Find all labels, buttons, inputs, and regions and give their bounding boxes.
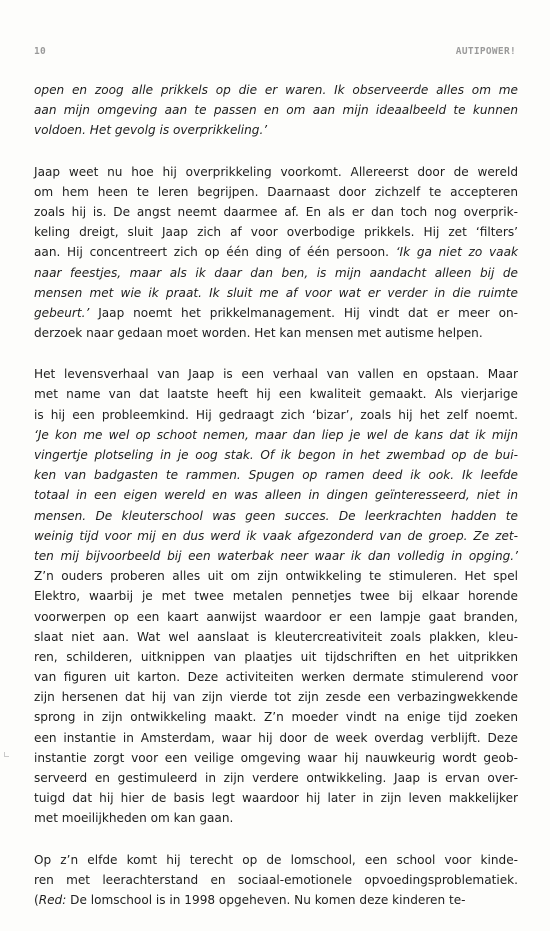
text-line <box>34 687 518 707</box>
text-line <box>34 445 518 465</box>
text-run: is hij een probleemkind. Hij gedraagt zich ‘bizar’, zoals hij het zelf noemt. <box>34 407 518 422</box>
text-line <box>34 586 518 606</box>
italic-text: weinig tijd voor mij en dus werd ik vaak afgezonderd van de groep. Ze zet- <box>34 528 518 543</box>
text-line <box>34 242 518 262</box>
text-line <box>34 162 518 182</box>
text-line <box>34 647 518 667</box>
text-run: Elektro, waarbij je met twee metalen pennetjes twee bij elkaar horende <box>34 589 518 604</box>
text-line <box>34 728 518 748</box>
text-run: instantie zorgt voor een veilige omgeving waar hij nauwkeurig wordt geob- <box>34 750 518 765</box>
text-run: Op z’n elfde komt hij terecht op de lomschool, een school voor kinde- <box>34 852 518 867</box>
text-line <box>34 323 518 343</box>
text-line <box>34 303 518 323</box>
italic-text: voldoen. Het gevolg is overprikkeling.’ <box>34 123 268 138</box>
text-run: derzoek naar gedaan moet worden. Het kan mensen met autisme helpen. <box>34 326 483 341</box>
italic-text: ken van badgasten te rammen. Spugen op ramen deed ik ook. Ik leefde <box>34 468 518 483</box>
text-line <box>34 506 518 526</box>
paragraph <box>34 162 518 344</box>
text-run: met name van dat laatste heeft hij een kwaliteit gemaakt. Als vierjarige <box>34 387 518 402</box>
running-head: AUTIPOWER! <box>455 46 516 57</box>
text-run: tuigd dat hij hier de basis legt waardoor hij later in zijn leven makkelijker <box>34 791 518 806</box>
text-run: om hem heen te leren begrijpen. Daarnaast door zichzelf te accepteren <box>34 184 518 199</box>
text-line <box>34 465 518 485</box>
text-run: slaat niet aan. Wat wel aanslaat is kleutercreativiteit zoals plakken, kleu- <box>34 629 518 644</box>
text-line <box>34 485 518 505</box>
paragraph <box>34 364 518 828</box>
italic-text: ‘Je kon me wel op schoot nemen, maar dan liep je wel de kans dat ik mijn <box>34 427 518 442</box>
text-run: aan. Hij concentreert zich op één ding of één persoon. <box>34 245 396 260</box>
text-line <box>34 748 518 768</box>
page-header <box>34 46 516 60</box>
text-run: zijn hersenen dat hij van zijn vierde tot zijn zesde een verbazingwekkende <box>34 690 518 705</box>
crop-mark <box>4 752 9 757</box>
italic-text: vingertje plotseling in je oog stak. Of ik begon in het zwembad op de bui- <box>34 448 518 462</box>
text-line <box>34 546 518 566</box>
text-line <box>34 890 518 910</box>
italic-text: ten mij bijvoorbeeld bij een waterbak neer waar ik dan volledig in opging.’ <box>34 548 518 563</box>
text-line <box>34 405 518 425</box>
text-line <box>34 566 518 586</box>
text-line <box>34 80 518 100</box>
text-run: met moeilijkheden om kan gaan. <box>34 811 234 826</box>
text-run: voorwerpen op een kaart aanwijst waardoor er een lampje gaat branden, <box>34 609 518 624</box>
text-run: Het levensverhaal van Jaap is een verhaal van vallen en opstaan. Maar <box>34 367 518 382</box>
text-run: Jaap noemt het prikkelmanagement. Hij vindt dat er meer on- <box>89 305 518 320</box>
italic-text: aan mijn omgeving aan te passen en om aan mijn ideaalbeeld te kunnen <box>34 103 518 118</box>
italic-text: open en zoog alle prikkels op die er waren. Ik observeerde alles om me <box>34 83 518 97</box>
text-run: zoals hij is. De angst neemt daarmee af. En als er dan toch nog overprik- <box>34 204 518 219</box>
text-line <box>34 182 518 202</box>
text-line <box>34 120 518 140</box>
text-line <box>34 283 518 303</box>
italic-text: mensen met wie ik praat. Ik sluit me af voor wat er verder in die ruimte <box>34 285 518 300</box>
text-run: Z’n ouders proberen alles uit om zijn ontwikkeling te stimuleren. Het spel <box>34 569 518 584</box>
text-run: sprong in zijn ontwikkeling maakt. Z’n moeder vindt na enige tijd zoeken <box>34 710 518 725</box>
text-line <box>34 202 518 222</box>
text-line <box>34 808 518 828</box>
text-line <box>34 870 518 890</box>
text-run: De lomschool is in 1998 opgeheven. Nu komen deze kinderen te- <box>66 892 466 907</box>
text-line <box>34 788 518 808</box>
text-line <box>34 627 518 647</box>
text-line <box>34 607 518 627</box>
text-line <box>34 768 518 788</box>
text-line <box>34 263 518 283</box>
body-text <box>34 80 518 931</box>
text-run: keling dreigt, sluit Jaap zich af voor overbodige prikkels. Hij zet ‘filters’ <box>34 225 518 240</box>
text-run: een instantie in Amsterdam, waar hij door de week overdag verblijft. Deze <box>34 730 518 745</box>
text-run: ren met leerachterstand en sociaal-emotionele opvoedingsproblematiek. <box>34 872 518 887</box>
text-line <box>34 425 518 445</box>
text-run: van figuren uit karton. Deze activiteiten werken dermate stimulerend voor <box>34 670 518 685</box>
italic-text: ‘Ik ga niet zo vaak <box>395 245 518 260</box>
text-line <box>34 707 518 727</box>
paragraph <box>34 850 518 911</box>
italic-text: Red: <box>38 892 67 907</box>
text-line <box>34 222 518 242</box>
text-run: ren, schilderen, uitknippen van plaatjes uit tijdschriften en het uitprikken <box>34 649 518 664</box>
text-run: serveerd en gestimuleerd in zijn verdere ontwikkeling. Jaap is ervan over- <box>34 771 518 785</box>
text-line <box>34 100 518 120</box>
italic-text: naar feestjes, maar als ik daar dan ben, is mijn aandacht alleen bij de <box>34 265 518 280</box>
text-line <box>34 526 518 546</box>
paragraph <box>34 80 518 141</box>
text-run: Jaap weet nu hoe hij overprikkeling voorkomt. Allereerst door de wereld <box>34 164 518 179</box>
page-number: 10 <box>34 46 47 57</box>
text-line <box>34 364 518 384</box>
italic-text: gebeurt.’ <box>34 305 90 320</box>
italic-text: mensen. De kleuterschool was geen succes. De leerkrachten hadden te <box>34 508 518 523</box>
text-line <box>34 384 518 404</box>
text-line <box>34 850 518 870</box>
text-run: ( <box>34 892 39 907</box>
italic-text: totaal in een eigen wereld en was alleen in dingen geïnteresseerd, niet in <box>34 488 518 503</box>
text-line <box>34 667 518 687</box>
